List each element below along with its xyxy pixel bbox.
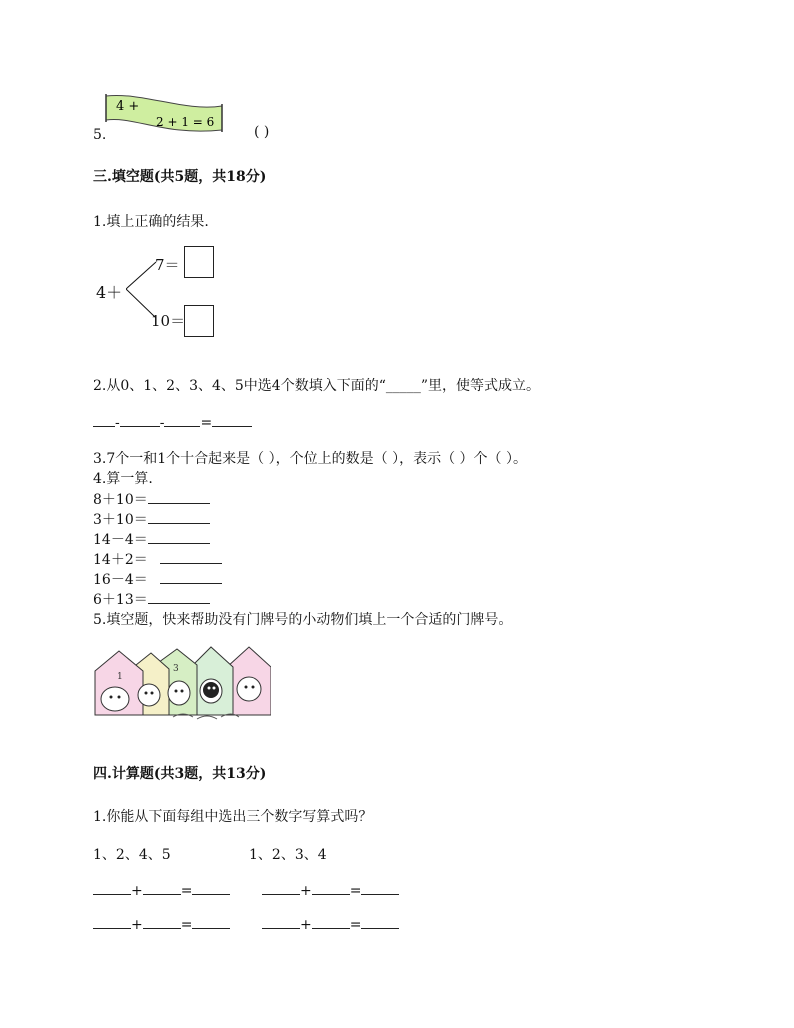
blank[interactable]	[120, 412, 160, 427]
banner-left-text: 4 +	[116, 99, 140, 114]
blank[interactable]	[192, 914, 230, 929]
blank[interactable]	[160, 569, 222, 584]
question-text: 1.你能从下面每组中选出三个数字写算式吗？	[93, 809, 373, 825]
equation-banner-image	[104, 92, 224, 134]
blank[interactable]	[148, 529, 210, 544]
calc-item: 16－4＝	[93, 569, 222, 589]
blank[interactable]	[262, 914, 300, 929]
blank[interactable]	[361, 880, 399, 895]
calc-item: 14＋2＝	[93, 549, 222, 569]
answer-box-top[interactable]	[184, 246, 214, 278]
branch-base: 4＋	[96, 283, 123, 302]
blank[interactable]	[160, 549, 222, 564]
house-label: 1	[117, 672, 123, 682]
section-title: 四.计算题(共3题，共13分)	[93, 766, 267, 782]
equation-row: + =	[262, 914, 399, 933]
section-title: 三.填空题(共5题，共18分)	[93, 169, 267, 185]
equation-row: + =	[262, 880, 399, 899]
equation-row: + =	[93, 914, 230, 933]
equation-blanks-row	[93, 412, 252, 431]
blank[interactable]	[143, 914, 181, 929]
calc-item: 6＋13＝	[93, 589, 210, 609]
question-text: 3.7个一和1个十合起来是（ ），个位上的数是（ ），表示（ ）个（ ）。	[93, 451, 527, 467]
blank[interactable]	[93, 914, 131, 929]
blank[interactable]	[143, 880, 181, 895]
blank[interactable]	[361, 914, 399, 929]
blank[interactable]	[93, 412, 115, 427]
judge-answer-brackets: ( )	[254, 124, 270, 140]
branch-bottom-label: 10＝	[151, 312, 186, 330]
calc-item: 14－4＝	[93, 529, 210, 549]
blank[interactable]	[312, 914, 350, 929]
question-text: 5.填空题，快来帮助没有门牌号的小动物们填上一个合适的门牌号。	[93, 612, 513, 628]
equals-sign: =	[200, 415, 213, 431]
house-label: 3	[173, 664, 179, 674]
calc-item: 8＋10＝	[93, 489, 210, 509]
blank[interactable]	[148, 489, 210, 504]
minus-sign: -	[115, 415, 120, 431]
question-text: 1.填上正确的结果.	[93, 214, 209, 230]
question-number: 5.	[93, 127, 107, 143]
question-text: 2.从0、1、2、3、4、5中选4个数填入下面的“_____”里，使等式成立。	[93, 378, 541, 394]
animal-houses-illustration	[93, 643, 271, 721]
minus-sign: -	[159, 415, 165, 431]
banner-right-text: 2 + 1 = 6	[156, 115, 215, 129]
blank[interactable]	[312, 880, 350, 895]
blank[interactable]	[164, 412, 200, 427]
calc-item: 3＋10＝	[93, 509, 210, 529]
blank[interactable]	[262, 880, 300, 895]
blank[interactable]	[148, 509, 210, 524]
answer-box-bottom[interactable]	[184, 305, 214, 337]
blank[interactable]	[93, 880, 131, 895]
blank[interactable]	[212, 412, 252, 427]
question-text: 4.算一算.	[93, 471, 153, 487]
number-group-a: 1、2、4、5	[93, 847, 171, 863]
blank[interactable]	[192, 880, 230, 895]
blank[interactable]	[148, 589, 210, 604]
branch-top-label: 7＝	[155, 256, 180, 274]
number-group-b: 1、2、3、4	[249, 847, 327, 863]
equation-row: + =	[93, 880, 230, 899]
